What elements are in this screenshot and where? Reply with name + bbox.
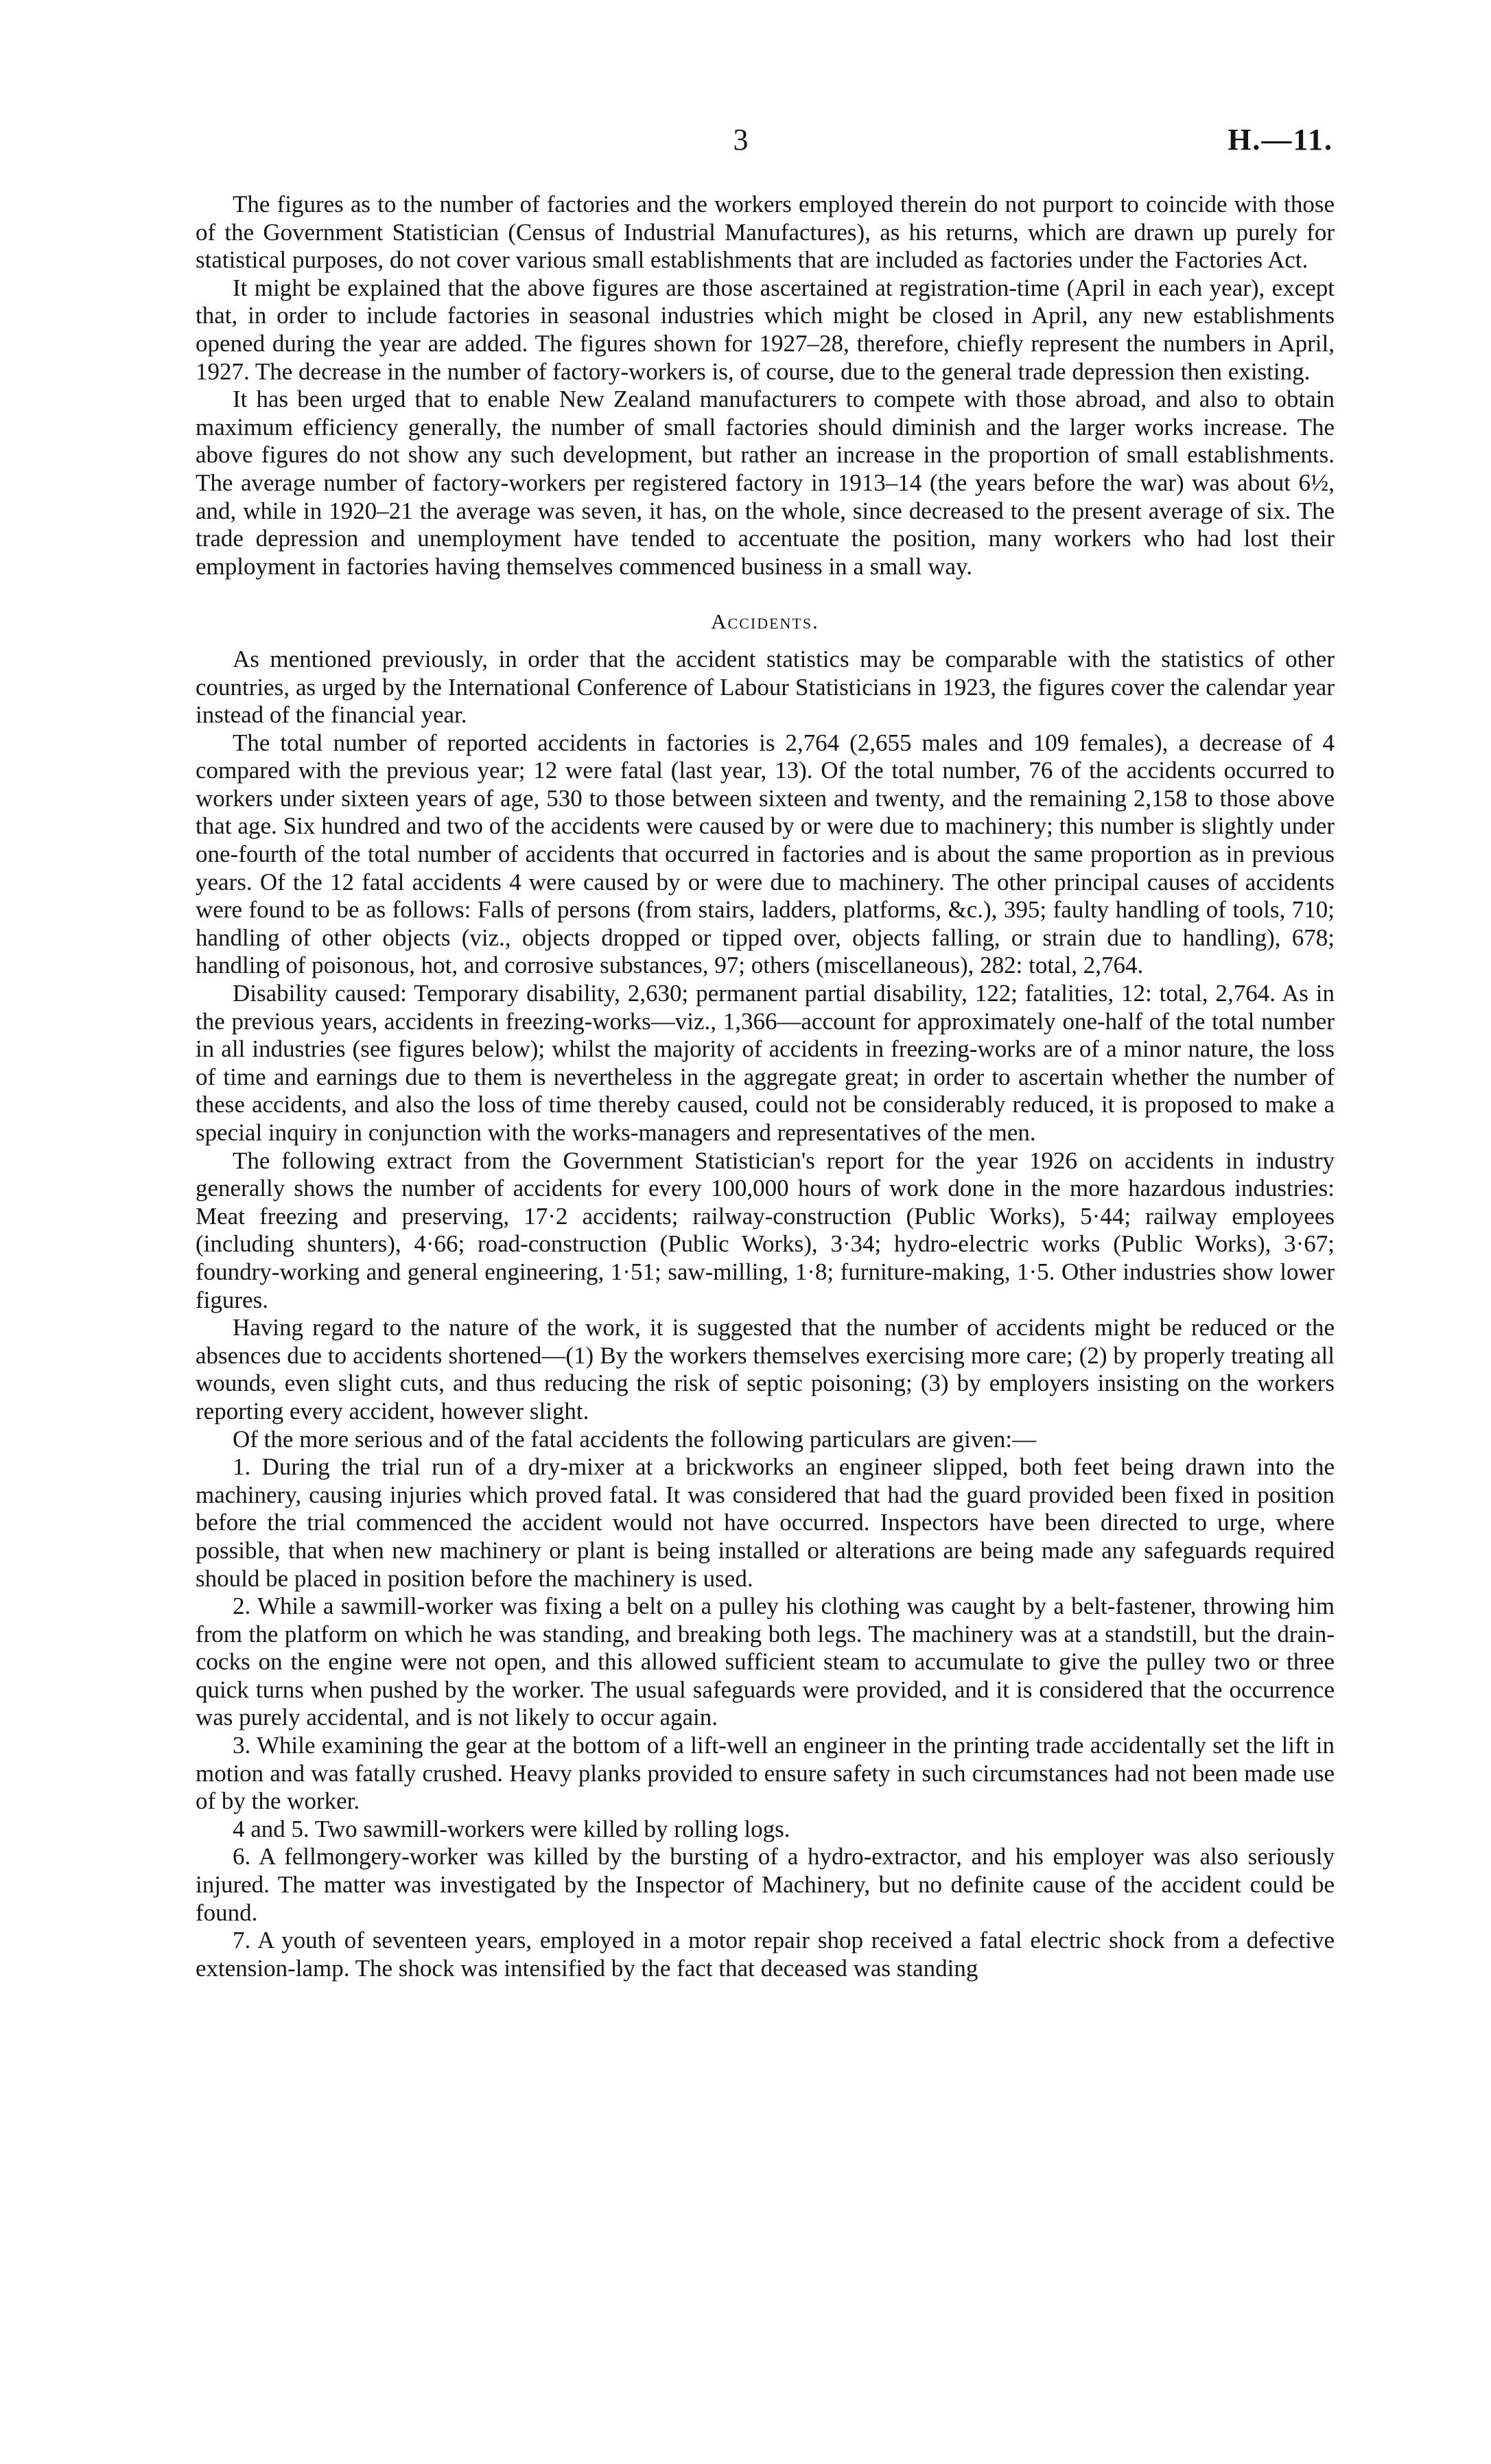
list-item: 1. During the trial run of a dry-mixer at a brickworks an engineer slipped, both feet being drawn into the machinery, causing injuries which proved fatal. It was considered that had the guard provided been fixed in position before the trial commenced the accident would not have occurred. Inspectors have been directed to urge, where possible, that when new machinery or plant is being installed or alterations are being made any safeguards required should be placed in position before the machinery is used. [196,1453,1335,1592]
list-item: 3. While examining the gear at the bottom of a lift-well an engineer in the printing trade accidentally set the lift in motion and was fatally crushed. Heavy planks provided to ensure safety in such circumstances had not been made use of by the worker. [196,1732,1335,1815]
paragraph: Of the more serious and of the fatal accidents the following particulars are given:— [233,1425,1037,1453]
paragraph: Having regard to the nature of the work, it is suggested that the number of accidents might be reduced or the absences due to accidents shortened—(1) By the workers themselves exercising more care; (2) by properly treating all wounds, even slight cuts, and thus reducing the risk of septic poisoning; (3) by employers insisting on the workers reporting every accident, however slight. [196,1314,1335,1424]
paragraph: It might be explained that the above figures are those ascertained at registration-time (April in each year), except that, in order to include factories in seasonal industries which might be closed in April, any new establishments opened during the year are added. The figures shown for 1927–28, therefore, chiefly represent the numbers in April, 1927. The decrease in the number of factory-workers is, of course, due to the general trade depression then existing. [196,274,1335,385]
page-number: 3 [733,123,749,156]
list-item: 7. A youth of seventeen years, employed in a motor repair shop received a fatal electric shock from a defective extension-lamp. The shock was intensified by the fact that deceased was standing [196,1927,1335,1982]
body-text [196,191,1335,1982]
list-item: 4 and 5. Two sawmill-workers were killed by rolling logs. [233,1815,790,1842]
paragraph: The total number of reported accidents in factories is 2,764 (2,655 males and 109 females), a decrease of 4 compared with the previous year; 12 were fatal (last year, 13). Of the total number, 76 of the accidents occurred to workers under sixteen years of age, 530 to those between sixteen and twenty, and the remaining 2,158 to those above that age. Six hundred and two of the accidents were caused by or were due to machinery; this number is slightly under one-fourth of the total number of accidents that occurred in factories and is about the same proportion as in previous years. Of the 12 fatal accidents 4 were caused by or were due to machinery. The other principal causes of accidents were found to be as follows: Falls of persons (from stairs, ladders, platforms, &c.), 395; faulty handling of tools, 710; handling of other objects (viz., objects dropped or tipped over, objects falling, or strain due to handling), 678; handling of poisonous, hot, and corrosive substances, 97; others (miscellaneous), 282: total, 2,764. [196,729,1335,979]
paragraph: As mentioned previously, in order that the accident statistics may be comparable with the statistics of other countries, as urged by the International Conference of Labour Statisticians in 1923, the figures cover the calendar year instead of the financial year. [196,645,1335,729]
document-reference: H.—11. [1228,123,1333,156]
list-item: 2. While a sawmill-worker was fixing a belt on a pulley his clothing was caught by a belt-fastener, throwing him from the platform on which he was standing, and breaking both legs. The machinery was at a standstill, but the drain-cocks on the engine were not open, and this allowed sufficient steam to accumulate to give the pulley two or three quick turns when pushed by the worker. The usual safeguards were provided, and it is considered that the occurrence was purely accidental, and is not likely to occur again. [196,1593,1335,1731]
section-heading-accidents: Accidents. [711,609,819,634]
paragraph: The following extract from the Government Statistician's report for the year 1926 on accidents in industry generally shows the number of accidents for every 100,000 hours of work done in the more hazardous industries: Meat freezing and preserving, 17·2 accidents; railway-construction (Public Works), 5·44; railway employees (including shunters), 4·66; road-construction (Public Works), 3·34; hydro-electric works (Public Works), 3·67; foundry-working and general engineering, 1·51; saw-milling, 1·8; furniture-making, 1·5. Other industries show lower figures. [196,1147,1335,1313]
paragraph: The figures as to the number of factories and the workers employed therein do not purport to coincide with those of the Government Statistician (Census of Industrial Manufactures), as his returns, which are drawn up purely for statistical purposes, do not cover various small establishments that are included as factories under the Factories Act. [196,191,1335,274]
paragraph: It has been urged that to enable New Zealand manufacturers to compete with those abroad, and also to obtain maximum efficiency generally, the number of small factories should diminish and the larger works increase. The above figures do not show any such development, but rather an increase in the proportion of small establishments. The average number of factory-workers per registered factory in 1913–14 (the years before the war) was about 6½, and, while in 1920–21 the average was seven, it has, on the whole, since decreased to the present average of six. The trade depression and unemployment have tended to accentuate the position, many workers who had lost their employment in factories having themselves commenced business in a small way. [196,386,1335,580]
paragraph: Disability caused: Temporary disability, 2,630; permanent partial disability, 122; fatalities, 12: total, 2,764. As in the previous years, accidents in freezing-works—viz., 1,366—account for approximately one-half of the total number in all industries (see figures below); whilst the majority of accidents in freezing-works are of a minor nature, the loss of time and earnings due to them is nevertheless in the aggregate great; in order to ascertain whether the number of these accidents, and also the loss of time thereby caused, could not be considerably reduced, it is proposed to make a special inquiry in conjunction with the works-managers and representatives of the men. [196,980,1335,1146]
list-item: 6. A fellmongery-worker was killed by the bursting of a hydro-extractor, and his employer was also seriously injured. The matter was investigated by the Inspector of Machinery, but no definite cause of the accident could be found. [196,1843,1335,1926]
